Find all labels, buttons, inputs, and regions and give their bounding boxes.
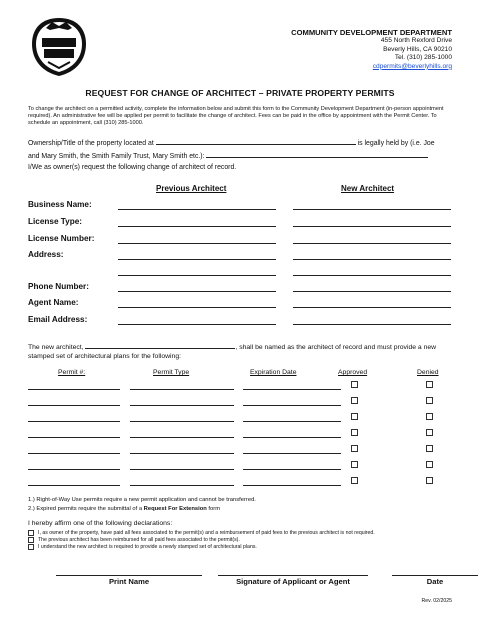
- denied-checkbox[interactable]: [426, 429, 433, 436]
- prev-license-number-field[interactable]: [118, 243, 276, 244]
- prev-address-field-1[interactable]: [118, 259, 276, 260]
- approved-checkbox[interactable]: [351, 413, 358, 420]
- department-block: [232, 28, 452, 71]
- new-address-field-1[interactable]: [293, 259, 451, 260]
- denied-checkbox[interactable]: [426, 477, 433, 484]
- address-label: Address:: [28, 250, 64, 259]
- note-1: 1.) Right-of-Way Use permits require a new permit application and cannot be transferred.: [28, 497, 256, 503]
- ownership-label-end: is legally held by (i.e. Joe: [357, 140, 435, 147]
- prev-business-name-field[interactable]: [118, 209, 276, 210]
- declaration-3: [28, 544, 257, 550]
- print-name-label: Print Name: [108, 577, 150, 586]
- email-link[interactable]: cdpermits@beverlyhills.org: [372, 62, 452, 70]
- new-email-field[interactable]: [293, 324, 451, 325]
- revision-label: Rev. 02/2025: [421, 598, 452, 604]
- new-architect-name-field[interactable]: [85, 341, 235, 349]
- approved-checkbox[interactable]: [351, 477, 358, 484]
- declaration-3-text: I understand the new architect is required to provide a newly stamped set of architectural plans.: [38, 544, 257, 550]
- intro-paragraph: To change the architect on a permitted activity, complete the information below and submit this form to the Community Development Department (in-person appointment required). An administrative fee will be applied per permit to facilitate the change of architect. Fees can be paid in the office by appointment with the Permit Center. To schedule an appointment, call (310) 285-1000.: [28, 106, 444, 127]
- phone-number: Tel. (310) 285-1000: [394, 54, 452, 62]
- email-address-label: Email Address:: [28, 315, 88, 324]
- prev-agent-field[interactable]: [118, 307, 276, 308]
- denied-checkbox[interactable]: [426, 397, 433, 404]
- print-name-field[interactable]: [56, 575, 202, 576]
- ownership-line-2: [28, 150, 428, 160]
- denied-checkbox[interactable]: [426, 413, 433, 420]
- permit-type-field[interactable]: [130, 437, 234, 438]
- new-address-field-2[interactable]: [293, 275, 451, 276]
- new-architect-statement: , shall be named as the architect of record and must provide a new stamped set of architectural plans for the following:: [28, 344, 437, 360]
- signature-field[interactable]: [218, 575, 368, 576]
- affirm-heading: I hereby affirm one of the following declarations:: [28, 520, 173, 527]
- expiration-date-field[interactable]: [243, 421, 341, 422]
- approved-header: Approved: [338, 369, 368, 376]
- address-line-2: Beverly Hills, CA 90210: [383, 45, 452, 53]
- permit-number-field[interactable]: [28, 421, 120, 422]
- prev-address-field-2[interactable]: [118, 275, 276, 276]
- expiration-date-field[interactable]: [243, 453, 341, 454]
- permit-number-field[interactable]: [28, 437, 120, 438]
- denied-header: Denied: [417, 369, 439, 376]
- permit-number-field[interactable]: [28, 389, 120, 390]
- new-license-number-field[interactable]: [293, 243, 451, 244]
- permit-type-field[interactable]: [130, 389, 234, 390]
- request-statement: I/We as owner(s) request the following change of architect of record.: [28, 164, 237, 171]
- declaration-2-text: The previous architect has been reimbursed for all paid fees associated to the permit(s).: [38, 537, 240, 543]
- signature-label: Signature of Applicant or Agent: [236, 577, 350, 586]
- phone-number-label: Phone Number:: [28, 282, 89, 291]
- permit-number-field[interactable]: [28, 453, 120, 454]
- form-title: REQUEST FOR CHANGE OF ARCHITECT – PRIVATE PROPERTY PERMITS: [85, 88, 395, 98]
- permit-type-field[interactable]: [130, 421, 234, 422]
- new-architect-label: The new architect,: [28, 344, 84, 351]
- approved-checkbox[interactable]: [351, 397, 358, 404]
- ownership-label: Ownership/Title of the property located at: [28, 140, 154, 147]
- approved-checkbox[interactable]: [351, 461, 358, 468]
- address-line-1: 455 North Rexford Drive: [380, 37, 452, 44]
- permit-type-header: Permit Type: [153, 369, 190, 376]
- declaration-1-text: I, as owner of the property, have paid all fees associated to the permit(s) and a reimbursement of paid fees to the previous architect is not required.: [38, 530, 375, 536]
- date-field[interactable]: [392, 575, 478, 576]
- new-business-name-field[interactable]: [293, 209, 451, 210]
- permit-type-field[interactable]: [130, 469, 234, 470]
- approved-checkbox[interactable]: [351, 429, 358, 436]
- note-2: [28, 505, 256, 514]
- ownership-line-1: [28, 137, 435, 147]
- new-architect-paragraph: [28, 341, 458, 361]
- denied-checkbox[interactable]: [426, 445, 433, 452]
- department-name: COMMUNITY DEVELOPMENT DEPARTMENT: [291, 28, 452, 37]
- expiration-date-field[interactable]: [243, 485, 341, 486]
- permit-type-field[interactable]: [130, 453, 234, 454]
- owner-example-label: and Mary Smith, the Smith Family Trust, Mary Smith etc.):: [28, 153, 205, 160]
- license-number-label: License Number:: [28, 234, 95, 243]
- declaration-3-checkbox[interactable]: [28, 544, 34, 550]
- expiration-date-field[interactable]: [243, 389, 341, 390]
- license-type-label: License Type:: [28, 217, 82, 226]
- declaration-1-checkbox[interactable]: [28, 530, 34, 536]
- prev-license-type-field[interactable]: [118, 226, 276, 227]
- expiration-date-field[interactable]: [243, 469, 341, 470]
- date-label: Date: [426, 577, 444, 586]
- note-2-text: 2.) Expired permits require the submittal of a: [28, 505, 144, 512]
- notes: [28, 496, 256, 514]
- previous-architect-heading: Previous Architect: [156, 184, 227, 193]
- permit-type-field[interactable]: [130, 405, 234, 406]
- approved-checkbox[interactable]: [351, 381, 358, 388]
- permit-number-field[interactable]: [28, 469, 120, 470]
- expiration-date-header: Expiration Date: [250, 369, 297, 376]
- permit-type-field[interactable]: [130, 485, 234, 486]
- note-2-end: form: [206, 505, 221, 512]
- denied-checkbox[interactable]: [426, 461, 433, 468]
- agent-name-label: Agent Name:: [28, 298, 79, 307]
- owner-name-field[interactable]: [206, 150, 428, 158]
- new-phone-field[interactable]: [293, 291, 451, 292]
- new-license-type-field[interactable]: [293, 226, 451, 227]
- beverly-hills-logo: [28, 16, 90, 78]
- approved-checkbox[interactable]: [351, 445, 358, 452]
- permit-number-field[interactable]: [28, 485, 120, 486]
- prev-phone-field[interactable]: [118, 291, 276, 292]
- note-2-bold: Request For Extension: [143, 505, 207, 512]
- property-address-field[interactable]: [156, 137, 356, 145]
- denied-checkbox[interactable]: [426, 381, 433, 388]
- prev-email-field[interactable]: [118, 324, 276, 325]
- declaration-2: [28, 537, 240, 543]
- new-architect-heading: New Architect: [341, 184, 395, 193]
- expiration-date-field[interactable]: [243, 437, 341, 438]
- new-agent-field[interactable]: [293, 307, 451, 308]
- permit-number-header: Permit #:: [58, 369, 86, 376]
- declaration-2-checkbox[interactable]: [28, 537, 34, 543]
- business-name-label: Business Name:: [28, 200, 92, 209]
- expiration-date-field[interactable]: [243, 405, 341, 406]
- permit-number-field[interactable]: [28, 405, 120, 406]
- declaration-1: [28, 530, 375, 536]
